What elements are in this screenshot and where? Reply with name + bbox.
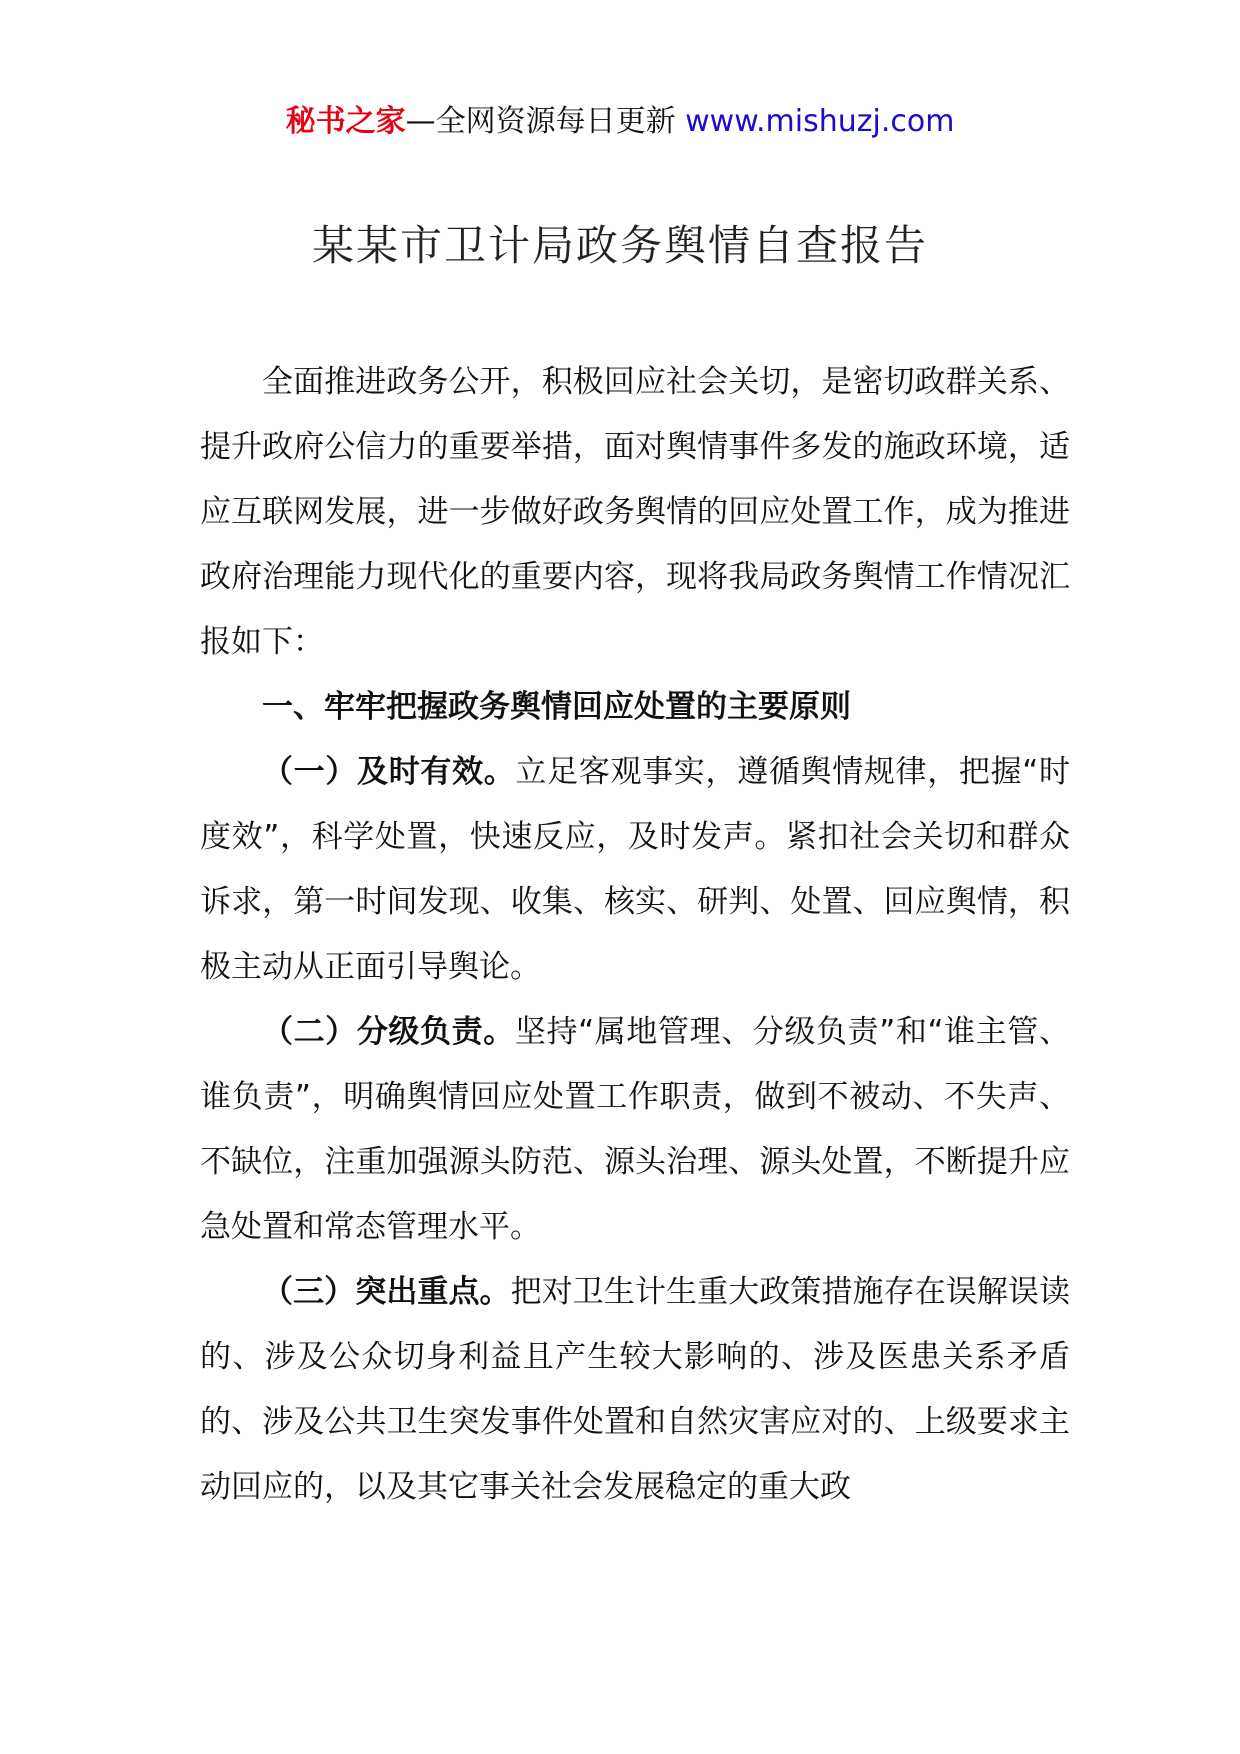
principle-lead: （三）突出重点。: [262, 1274, 511, 1310]
brand-name: 秘书之家: [285, 104, 406, 139]
principle-item: [200, 740, 1070, 1000]
principle-text: 坚持“属地管理、分级负责”和“谁主管、谁负责”，明确舆情回应处置工作职责，做到不被动、不失声、不缺位，注重加强源头防范、源头治理、源头处置，不断提升应急处置和常态管理水平。: [200, 1014, 1071, 1245]
principle-text: 立足客观事实，遵循舆情规律，把握“时度效”，科学处置，快速反应，及时发声。紧扣社会关切和群众诉求，第一时间发现、收集、核实、研判、处置、回应舆情，积极主动从正面引导舆论。: [200, 754, 1070, 985]
principle-lead: （一）及时有效。: [262, 754, 516, 790]
principle-text: 把对卫生计生重大政策措施存在误解误读的、涉及公众切身利益且产生较大影响的、涉及医患关系矛盾的、涉及公共卫生突发事件处置和自然灾害应对的、上级要求主动回应的，以及其它事关社会发展稳定的重大政: [200, 1274, 1070, 1505]
document-body: [200, 350, 1070, 1520]
header-tagline: —全网资源每日更新: [405, 104, 676, 139]
document-title: 某某市卫计局政务舆情自查报告: [311, 221, 928, 270]
section-heading: 一、牢牢把握政务舆情回应处置的主要原则: [262, 689, 851, 725]
principle-lead: （二）分级负责。: [262, 1014, 515, 1050]
header-banner: [0, 102, 1240, 142]
principle-item: [200, 1000, 1070, 1260]
principle-item: [200, 1260, 1070, 1520]
site-url-link[interactable]: www.mishuzj.com: [685, 104, 955, 139]
intro-paragraph: 全面推进政务公开，积极回应社会关切，是密切政群关系、提升政府公信力的重要举措，面对舆情事件多发的施政环境，适应互联网发展，进一步做好政务舆情的回应处置工作，成为推进政府治理能力现代化的重要内容，现将我局政务舆情工作情况汇报如下：: [200, 364, 1070, 660]
